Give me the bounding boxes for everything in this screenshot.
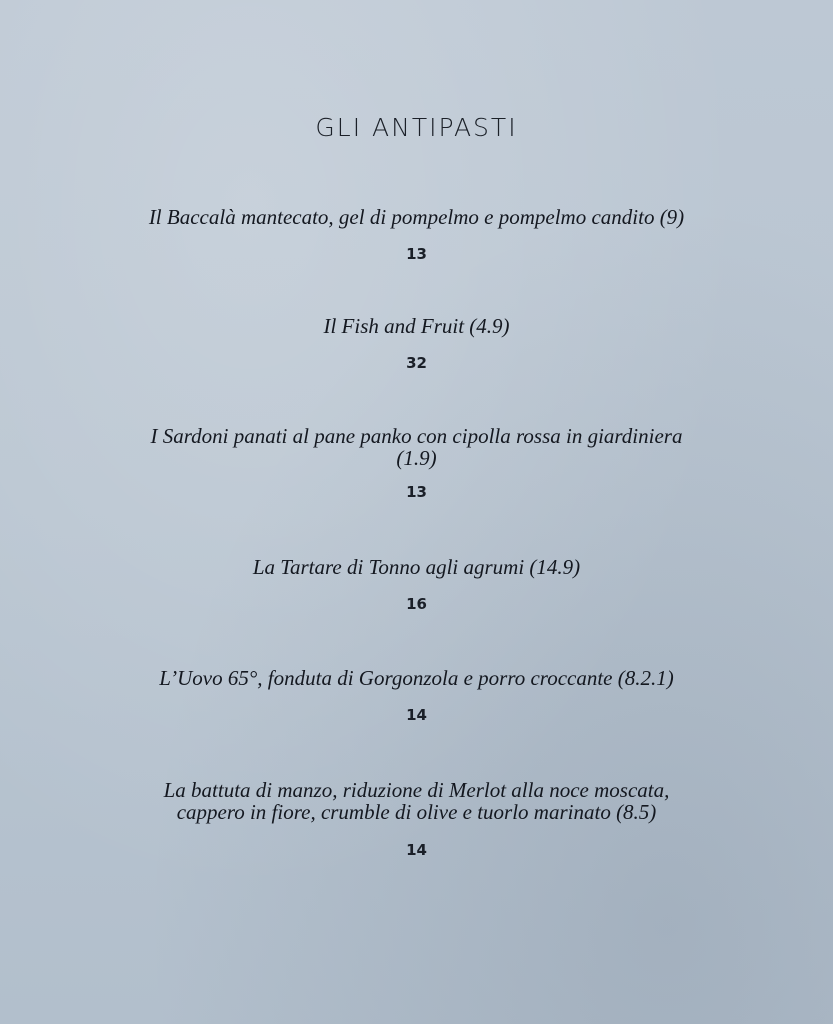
menu-item xyxy=(0,667,833,724)
dish-price: 13 xyxy=(406,245,427,263)
dish-name: Il Fish and Fruit (4.9) xyxy=(323,314,510,338)
dish-price: 14 xyxy=(406,841,427,859)
dish-name-line-1: I Sardoni panati al pane panko con cipolla rossa in giardiniera xyxy=(150,424,683,448)
dish-name: Il Baccalà mantecato, gel di pompelmo e pompelmo candito (9) xyxy=(148,205,685,229)
dish-price: 16 xyxy=(406,595,427,613)
menu-item xyxy=(0,206,833,263)
section-title: GLI ANTIPASTI xyxy=(315,113,518,142)
menu-item xyxy=(0,556,833,613)
dish-name: L’Uovo 65°, fonduta di Gorgonzola e porro croccante (8.2.1) xyxy=(159,666,674,690)
dish-name-line-1: La battuta di manzo, riduzione di Merlot alla noce moscata, xyxy=(163,778,670,802)
dish-name-line-2: cappero in fiore, crumble di olive e tuorlo marinato (8.5) xyxy=(176,800,657,824)
dish-price: 13 xyxy=(406,483,427,501)
dish-name: La Tartare di Tonno agli agrumi (14.9) xyxy=(252,555,581,579)
menu-item xyxy=(0,425,833,501)
dish-name-line-2: (1.9) xyxy=(396,446,437,470)
menu-item xyxy=(0,315,833,372)
menu-item xyxy=(0,779,833,859)
dish-price: 14 xyxy=(406,706,427,724)
dish-price: 32 xyxy=(406,354,427,372)
